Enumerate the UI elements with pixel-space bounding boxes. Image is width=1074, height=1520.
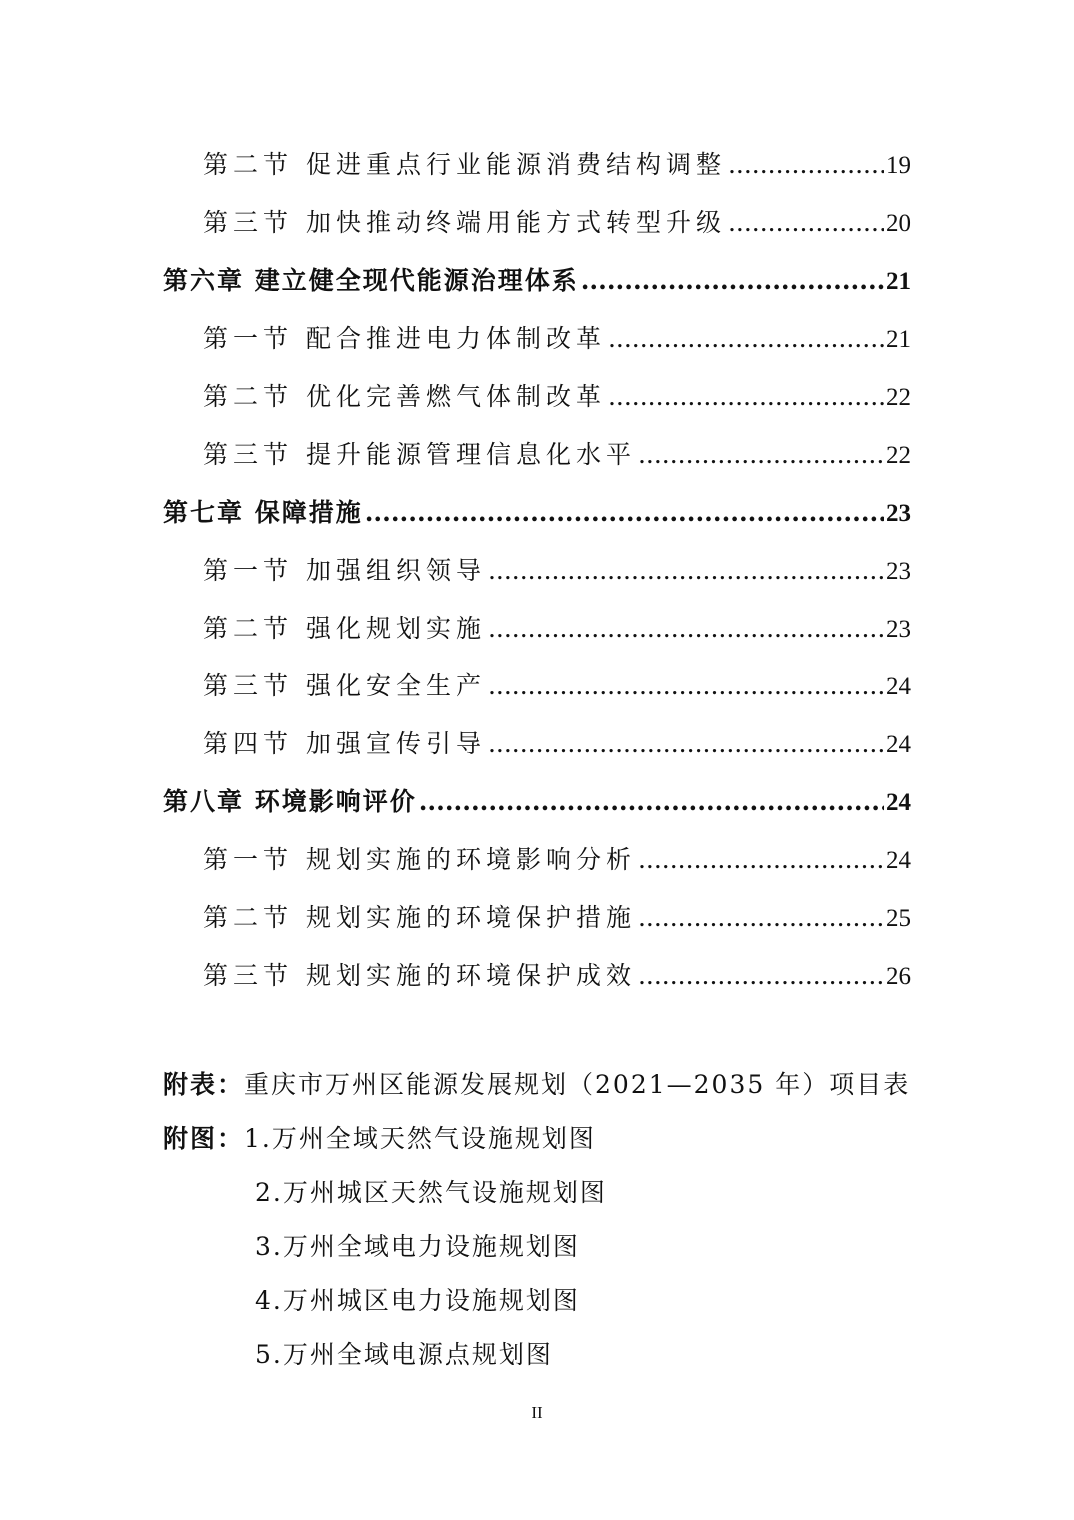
toc-entry[interactable] <box>203 842 911 879</box>
toc-page-number: 22 <box>886 442 911 469</box>
toc-page-number: 23 <box>886 500 911 527</box>
toc-entry-label: 第三节 提升能源管理信息化水平 <box>203 440 636 469</box>
toc-chapter-label: 第七章 保障措施 <box>163 498 363 527</box>
appendix-map-line[interactable] <box>255 1229 580 1265</box>
dot-leader <box>638 437 884 473</box>
toc-entry[interactable] <box>203 379 911 416</box>
toc-entry-label: 第二节 强化规划实施 <box>203 614 486 643</box>
appendix-map-line[interactable] <box>163 1121 596 1157</box>
toc-page-number: 23 <box>886 616 911 643</box>
toc-entry-label: 第二节 促进重点行业能源消费结构调整 <box>203 150 726 179</box>
appendix-map-line[interactable] <box>255 1337 553 1373</box>
toc-entry-label: 第四节 加强宣传引导 <box>203 729 486 758</box>
toc-entry[interactable] <box>203 205 911 242</box>
toc-page-number: 19 <box>886 152 911 179</box>
appendix-map-line[interactable] <box>255 1175 607 1211</box>
toc-entry[interactable] <box>203 321 911 358</box>
toc-entry[interactable] <box>203 900 911 937</box>
toc-entry[interactable] <box>203 147 911 184</box>
dot-leader <box>488 668 884 704</box>
toc-entry[interactable] <box>203 668 911 705</box>
toc-page-number: 23 <box>886 558 911 585</box>
toc-entry[interactable] <box>203 611 911 648</box>
dot-leader <box>608 379 884 415</box>
appendix-table-lead: 附表： <box>163 1070 245 1099</box>
appendix-map-item: 5.万州全域电源点规划图 <box>255 1340 553 1369</box>
toc-page-number: 24 <box>886 673 911 700</box>
dot-leader <box>581 263 884 299</box>
toc-page-number: 21 <box>886 326 911 353</box>
appendix-map-line[interactable] <box>255 1283 580 1319</box>
toc-entry-label: 第三节 加快推动终端用能方式转型升级 <box>203 208 726 237</box>
toc-entry-label: 第二节 规划实施的环境保护措施 <box>203 903 636 932</box>
page-number-footer: II <box>531 1403 543 1422</box>
appendix-table-text: 重庆市万州区能源发展规划（2021—2035 年）项目表 <box>244 1070 911 1099</box>
dot-leader <box>638 900 884 936</box>
toc-page-number: 26 <box>886 963 911 990</box>
appendix-map-item: 2.万州城区天然气设施规划图 <box>255 1178 607 1207</box>
dot-leader <box>365 495 884 531</box>
toc-entry-label: 第一节 规划实施的环境影响分析 <box>203 845 636 874</box>
toc-chapter-label: 第八章 环境影响评价 <box>163 787 417 816</box>
appendix-map-item: 3.万州全域电力设施规划图 <box>255 1232 580 1261</box>
toc-entry[interactable] <box>203 958 911 995</box>
toc-entry-label: 第一节 配合推进电力体制改革 <box>203 324 606 353</box>
toc-page-number: 24 <box>886 789 911 816</box>
toc-page-number: 24 <box>886 847 911 874</box>
toc-chapter-entry[interactable] <box>163 495 911 532</box>
dot-leader <box>488 553 884 589</box>
toc-page-number: 25 <box>886 905 911 932</box>
toc-chapter-label: 第六章 建立健全现代能源治理体系 <box>163 266 579 295</box>
appendix-table-line[interactable] <box>163 1067 910 1103</box>
dot-leader <box>728 147 884 183</box>
dot-leader <box>638 842 884 878</box>
appendix-map-item: 4.万州城区电力设施规划图 <box>255 1286 580 1315</box>
toc-page-number: 20 <box>886 210 911 237</box>
toc-entry-label: 第三节 规划实施的环境保护成效 <box>203 961 636 990</box>
dot-leader <box>419 784 884 820</box>
appendix-maps-lead: 附图： <box>163 1124 245 1153</box>
toc-page-number: 21 <box>886 268 911 295</box>
toc-entry[interactable] <box>203 726 911 763</box>
toc-entry-label: 第一节 加强组织领导 <box>203 556 486 585</box>
dot-leader <box>728 205 884 241</box>
dot-leader <box>488 726 884 762</box>
appendix-map-item: 1.万州全域天然气设施规划图 <box>244 1124 596 1153</box>
toc-entry[interactable] <box>203 553 911 590</box>
toc-entry[interactable] <box>203 437 911 474</box>
dot-leader <box>638 958 884 994</box>
dot-leader <box>608 321 884 357</box>
toc-chapter-entry[interactable] <box>163 263 911 300</box>
toc-page-number: 22 <box>886 384 911 411</box>
toc-page-number: 24 <box>886 731 911 758</box>
dot-leader <box>488 611 884 647</box>
toc-chapter-entry[interactable] <box>163 784 911 821</box>
toc-entry-label: 第二节 优化完善燃气体制改革 <box>203 382 606 411</box>
toc-entry-label: 第三节 强化安全生产 <box>203 671 486 700</box>
